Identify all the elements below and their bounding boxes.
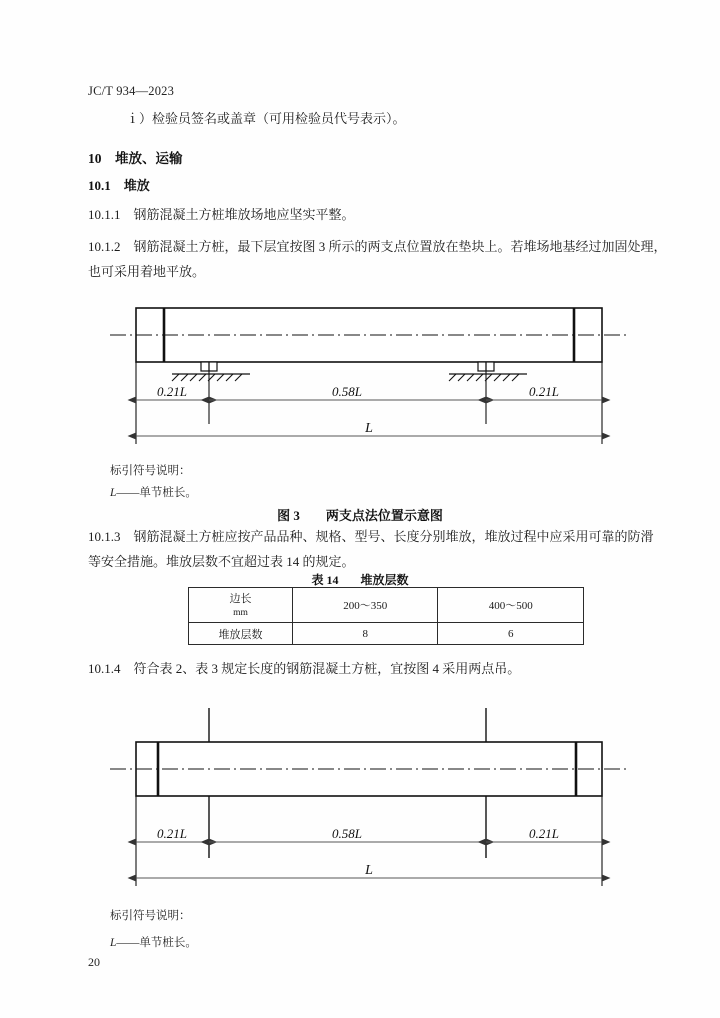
figure-4-svg (110, 700, 630, 890)
table-14 (188, 587, 584, 645)
dimension-label-right: 0.21L (529, 384, 559, 399)
figure-3-legend-entry (110, 482, 197, 504)
table-14-caption-label: 表 14 (311, 573, 339, 587)
clause-10-1-2-line-2: 也可采用着地平放。 (88, 264, 206, 279)
figure-4-diagram (110, 700, 630, 890)
table-14-data-col2: 8 (292, 623, 438, 645)
table-14-caption (0, 571, 720, 588)
section-heading-10: 10 堆放、运输 (88, 151, 183, 166)
figure-3-legend-desc: ——单节桩长。 (116, 487, 197, 499)
table-14-header-col3: 400～500 (438, 588, 584, 623)
clause-10-1-4: 10.1.4 符合表 2、表 3 规定长度的钢筋混凝土方桩，宜按图 4 采用两点吊。 (88, 661, 521, 676)
ground-hatch-right (449, 374, 519, 381)
figure-4-legend-title: 标引符号说明： (110, 910, 191, 922)
table-14-data-label: 堆放层数 (189, 623, 293, 645)
page-header: JC/T 934—2023 (88, 84, 175, 98)
figure-4-legend-desc: ——单节桩长。 (116, 937, 197, 949)
ground-hatch-left (172, 374, 242, 381)
dimension-label-middle: 0.58L (332, 826, 362, 841)
table-14-caption-title: 堆放层数 (360, 573, 409, 587)
clause-10-1-1: 10.1.1 钢筋混凝土方桩堆放场地应坚实平整。 (88, 207, 355, 222)
page-number: 20 (88, 955, 100, 969)
table-14-header-label: 边长 (229, 592, 252, 605)
dimension-label-total: L (365, 863, 373, 878)
dimension-label-right: 0.21L (529, 826, 559, 841)
clause-10-1-3-line-2: 等安全措施。堆放层数不宜超过表 14 的规定。 (88, 554, 355, 569)
clause-item-i: ｉ）检验员签名或盖章（可用检验员代号表示）。 (126, 111, 406, 126)
section-heading-10-1: 10.1 堆放 (88, 178, 150, 193)
table-14-header-col2: 200～350 (292, 588, 438, 623)
figure-3-legend-title: 标引符号说明： (110, 465, 191, 477)
figure-3-caption (0, 505, 720, 524)
figure-3-diagram (110, 296, 630, 448)
figure-3-svg (110, 296, 630, 448)
table-14-data-col3: 6 (438, 623, 584, 645)
table-row (189, 623, 584, 645)
figure-4-legend-symbol: L (110, 937, 117, 949)
table-14-header-unit: mm (233, 607, 248, 618)
figure-3-caption-label: 图 3 (277, 508, 300, 523)
figure-3-caption-title: 两支点法位置示意图 (325, 508, 443, 523)
clause-10-1-2-line-1: 10.1.2 钢筋混凝土方桩，最下层宜按图 3 所示的两支点位置放在垫块上。若堆场地基经过加固处理， (88, 239, 667, 254)
table-row (189, 588, 584, 623)
dimension-label-left: 0.21L (157, 826, 187, 841)
figure-3-legend-symbol: L (110, 487, 117, 499)
dimension-label-left: 0.21L (157, 384, 187, 399)
clause-10-1-3-line-1: 10.1.3 钢筋混凝土方桩应按产品品种、规格、型号、长度分别堆放，堆放过程中应采用可靠的防滑 (88, 529, 654, 544)
dimension-label-total: L (365, 421, 373, 436)
dimension-label-middle: 0.58L (332, 384, 362, 399)
table-14-header-label-cell (189, 588, 293, 623)
figure-4-legend-entry (110, 932, 197, 954)
